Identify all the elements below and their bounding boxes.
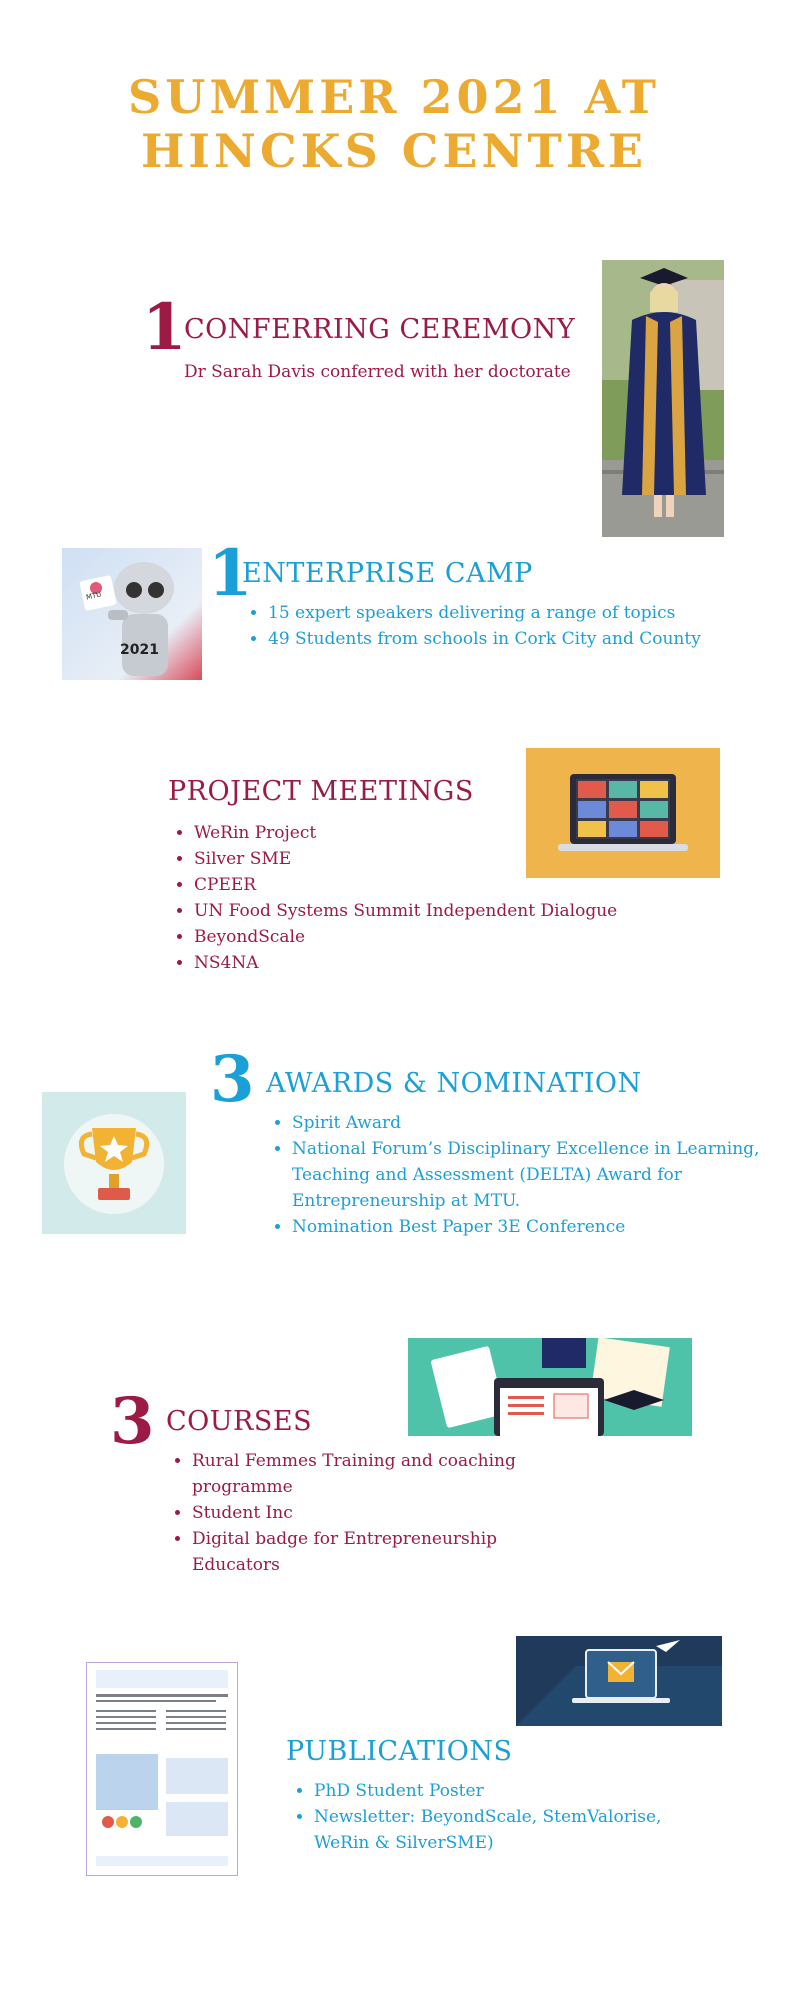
list-item: • WeRin Project [194, 820, 674, 846]
conferring-number: 1 [142, 290, 187, 365]
list-item: • 49 Students from schools in Cork City and County [268, 626, 738, 652]
awards-number: 3 [210, 1042, 255, 1117]
robot-label: 2021 [120, 642, 159, 658]
trophy-image [42, 1092, 186, 1234]
courses-number: 3 [110, 1384, 155, 1459]
list-item: • Newsletter: BeyondScale, StemValorise, WeRin & SilverSME) [314, 1804, 714, 1856]
list-item: • UN Food Systems Summit Independent Dialogue [194, 898, 674, 924]
robot-image [62, 548, 202, 680]
title-line-1: SUMMER 2021 AT [128, 70, 660, 124]
courses-list [166, 1448, 532, 1578]
list-item: • Spirit Award [292, 1110, 762, 1136]
card-label: MTU [85, 590, 103, 602]
enterprise-list [242, 600, 738, 652]
video-call-illustration [526, 748, 720, 878]
poster-image [86, 1662, 238, 1876]
list-item: • 15 expert speakers delivering a range of topics [268, 600, 738, 626]
enterprise-heading: ENTERPRISE CAMP [242, 558, 533, 589]
awards-heading: AWARDS & NOMINATION [266, 1068, 642, 1099]
graduate-photo [602, 260, 724, 537]
enterprise-number: 1 [208, 536, 253, 611]
meetings-heading: PROJECT MEETINGS [168, 776, 474, 807]
publications-list [288, 1778, 714, 1856]
list-item: • Rural Femmes Training and coaching programme [192, 1448, 532, 1500]
conferring-text: Dr Sarah Davis conferred with her doctorate [184, 362, 571, 382]
page-title [0, 70, 800, 178]
list-item: • PhD Student Poster [314, 1778, 714, 1804]
courses-illustration [408, 1338, 692, 1436]
list-item: • BeyondScale [194, 924, 674, 950]
email-illustration [516, 1636, 722, 1726]
list-item: • National Forum’s Disciplinary Excellence in Learning, Teaching and Assessment (DELTA) Award for Entrepreneurship at MTU. [292, 1136, 762, 1214]
list-item: • CPEER [194, 872, 674, 898]
list-item: • Student Inc [192, 1500, 532, 1526]
title-line-2: HINCKS CENTRE [140, 124, 648, 178]
awards-list [266, 1110, 762, 1240]
list-item: • Digital badge for Entrepreneurship Educators [192, 1526, 532, 1578]
list-item: • Nomination Best Paper 3E Conference [292, 1214, 762, 1240]
conferring-heading: CONFERRING CEREMONY [184, 314, 576, 345]
list-item: • NS4NA [194, 950, 674, 976]
courses-heading: COURSES [166, 1406, 313, 1437]
list-item: • Silver SME [194, 846, 674, 872]
publications-heading: PUBLICATIONS [286, 1736, 513, 1767]
